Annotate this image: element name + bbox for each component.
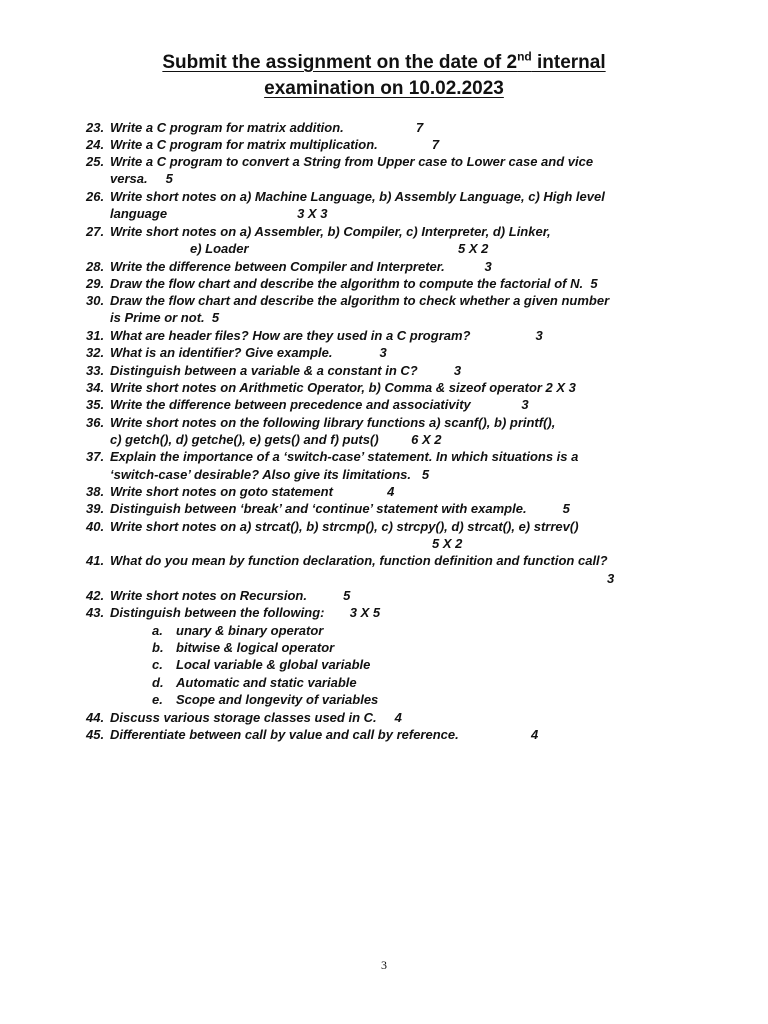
question-43-subitem-c: c. Local variable & global variable bbox=[152, 657, 371, 672]
question-26-continuation: language 3 X 3 bbox=[110, 206, 328, 221]
question-44: 44. Discuss various storage classes used in C. 4 bbox=[86, 710, 402, 725]
question-37: 37. Explain the importance of a ‘switch-case’ statement. In which situations is a bbox=[86, 449, 579, 464]
question-33: 33. Distinguish between a variable & a constant in C? 3 bbox=[86, 363, 462, 378]
title-line-1: Submit the assignment on the date of 2nd internal bbox=[162, 49, 606, 73]
question-41-continuation: 3 bbox=[607, 571, 615, 586]
question-27-continuation: e) Loader 5 X 2 bbox=[190, 241, 489, 256]
question-32: 32. What is an identifier? Give example. 3 bbox=[86, 345, 387, 360]
question-25: 25. Write a C program to convert a String from Upper case to Lower case and vice bbox=[86, 154, 594, 169]
question-23: 23. Write a C program for matrix addition. 7 bbox=[86, 120, 424, 135]
question-34: 34. Write short notes on Arithmetic Operator, b) Comma & sizeof operator 2 X 3 bbox=[86, 380, 576, 395]
question-25-continuation: versa. 5 bbox=[110, 171, 173, 186]
question-30-continuation: is Prime or not. 5 bbox=[110, 310, 220, 325]
question-45: 45. Differentiate between call by value and call by reference. 4 bbox=[86, 727, 539, 742]
question-42: 42. Write short notes on Recursion. 5 bbox=[86, 588, 351, 603]
question-40-continuation: 5 X 2 bbox=[432, 536, 463, 551]
page-title bbox=[0, 50, 768, 102]
question-28: 28. Write the difference between Compiler and Interpreter. 3 bbox=[86, 259, 492, 274]
question-43-subitem-d: d. Automatic and static variable bbox=[152, 675, 357, 690]
question-36-continuation: c) getch(), d) getche(), e) gets() and f) puts() 6 X 2 bbox=[110, 432, 442, 447]
question-40: 40. Write short notes on a) strcat(), b) strcmp(), c) strcpy(), d) strcat(), e) strrev() bbox=[86, 519, 579, 534]
question-43-subitem-b: b. bitwise & logical operator bbox=[152, 640, 335, 655]
question-38: 38. Write short notes on goto statement 4 bbox=[86, 484, 395, 499]
question-26: 26. Write short notes on a) Machine Language, b) Assembly Language, c) High level bbox=[86, 189, 605, 204]
title-line-2: examination on 10.02.2023 bbox=[264, 78, 504, 99]
question-31: 31. What are header files? How are they used in a C program? 3 bbox=[86, 328, 543, 343]
question-30: 30. Draw the flow chart and describe the algorithm to check whether a given number bbox=[86, 293, 610, 308]
question-43: 43. Distinguish between the following: 3 X 5 bbox=[86, 605, 381, 620]
question-39: 39. Distinguish between ‘break’ and ‘continue’ statement with example. 5 bbox=[86, 501, 570, 516]
question-43-subitem-e: e. Scope and longevity of variables bbox=[152, 692, 379, 707]
question-27: 27. Write short notes on a) Assembler, b) Compiler, c) Interpreter, d) Linker, bbox=[86, 224, 551, 239]
question-36: 36. Write short notes on the following library functions a) scanf(), b) printf(), bbox=[86, 415, 556, 430]
question-43-subitem-a: a. unary & binary operator bbox=[152, 623, 324, 638]
question-37-continuation: ‘switch-case’ desirable? Also give its limitations. 5 bbox=[110, 467, 430, 482]
question-24: 24. Write a C program for matrix multiplication. 7 bbox=[86, 137, 440, 152]
page-number: 3 bbox=[381, 958, 387, 972]
question-35: 35. Write the difference between precedence and associativity 3 bbox=[86, 397, 529, 412]
question-41: 41. What do you mean by function declaration, function definition and function call? bbox=[86, 553, 608, 568]
question-29: 29. Draw the flow chart and describe the algorithm to compute the factorial of N. 5 bbox=[86, 276, 598, 291]
